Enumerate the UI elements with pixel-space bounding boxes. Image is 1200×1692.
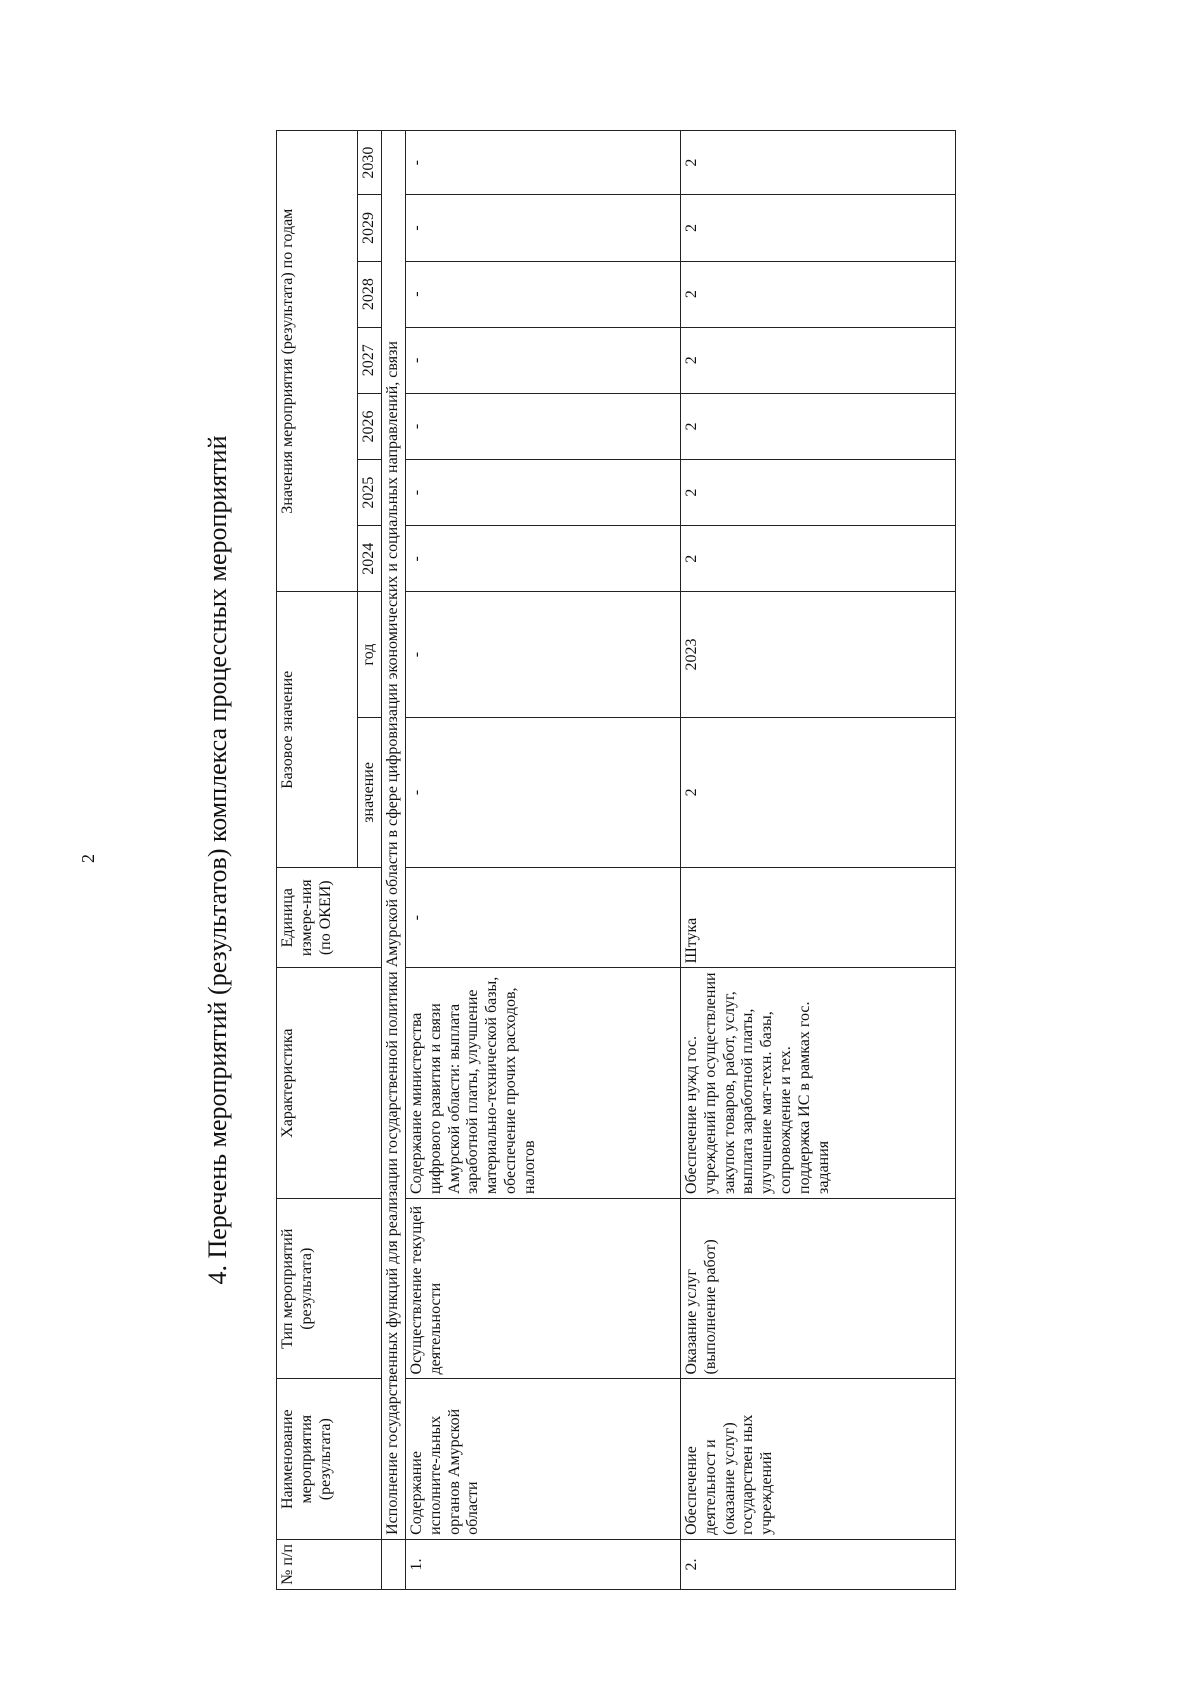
row-year-value: - xyxy=(405,526,680,592)
row-base-value: - xyxy=(405,717,680,867)
row-base-year: 2023 xyxy=(680,592,955,717)
row-name: Содержание исполните-льных органов Амурской области xyxy=(405,1379,680,1539)
header-unit: Единица измере-ния (по ОКЕИ) xyxy=(277,868,382,968)
row-characteristic: Содержание министерства цифрового развития и связи Амурской области: выплата заработной платы, улучшение материально-технической базы, обеспечение прочих расходов, налогов xyxy=(405,968,680,1199)
row-year-value: 2 xyxy=(680,327,955,393)
document-title: 4. Перечень мероприятий (результатов) комплекса процессных мероприятий xyxy=(203,435,232,1285)
row-num: 1. xyxy=(405,1539,680,1589)
rotated-page-content xyxy=(200,110,1040,1590)
header-base: Базовое значение xyxy=(277,592,358,868)
row-year-value: - xyxy=(405,195,680,261)
header-values-by-year: Значения мероприятия (результата) по годам xyxy=(277,131,358,592)
header-type: Тип мероприятий (результата) xyxy=(277,1198,382,1378)
measures-table xyxy=(276,130,956,1590)
row-year-value: - xyxy=(405,131,680,195)
row-year-value: 2 xyxy=(680,460,955,526)
row-type: Осуществление текущей деятельности xyxy=(405,1198,680,1378)
row-unit: Штука xyxy=(680,868,955,968)
row-year-value: 2 xyxy=(680,195,955,261)
row-name: Обеспечение деятельност и (оказание услуг) государствен ных учреждений xyxy=(680,1379,955,1539)
row-num: 2. xyxy=(680,1539,955,1589)
section-empty-cell xyxy=(381,1539,405,1589)
header-characteristic: Характеристика xyxy=(277,968,382,1199)
table-row xyxy=(680,131,955,1590)
row-year-value: - xyxy=(405,327,680,393)
row-year-value: 2 xyxy=(680,393,955,459)
header-base-value: значение xyxy=(358,717,382,867)
row-base-value: 2 xyxy=(680,717,955,867)
table-row xyxy=(405,131,680,1590)
row-year-value: 2 xyxy=(680,526,955,592)
header-year: 2029 xyxy=(358,195,382,261)
row-year-value: - xyxy=(405,393,680,459)
row-base-year: - xyxy=(405,592,680,717)
header-year: 2028 xyxy=(358,261,382,327)
row-year-value: - xyxy=(405,261,680,327)
header-base-year: год xyxy=(358,592,382,717)
section-row xyxy=(381,131,405,1590)
row-characteristic: Обеспечение нужд гос. учреждений при осуществлении закупок товаров, работ, услуг, выплата заработной платы, улучшение мат-техн. базы, сопровождение и тех. поддержка ИС в рамках гос. задания xyxy=(680,968,955,1199)
header-row-1 xyxy=(277,131,358,1590)
row-year-value: 2 xyxy=(680,131,955,195)
header-year: 2027 xyxy=(358,327,382,393)
section-title: Исполнение государственных функций для реализации государственной политики Амурской области в сфере цифровизации экономических и социальных направлений, связи xyxy=(381,131,405,1540)
row-year-value: - xyxy=(405,460,680,526)
header-year: 2025 xyxy=(358,460,382,526)
header-year: 2030 xyxy=(358,131,382,195)
page-number: 2 xyxy=(78,854,98,863)
header-year: 2026 xyxy=(358,393,382,459)
row-year-value: 2 xyxy=(680,261,955,327)
header-name: Наименование мероприятия (результата) xyxy=(277,1379,382,1539)
header-num: № п/п xyxy=(277,1539,382,1589)
row-type: Оказание услуг (выполнение работ) xyxy=(680,1198,955,1378)
header-year: 2024 xyxy=(358,526,382,592)
row-unit: - xyxy=(405,868,680,968)
